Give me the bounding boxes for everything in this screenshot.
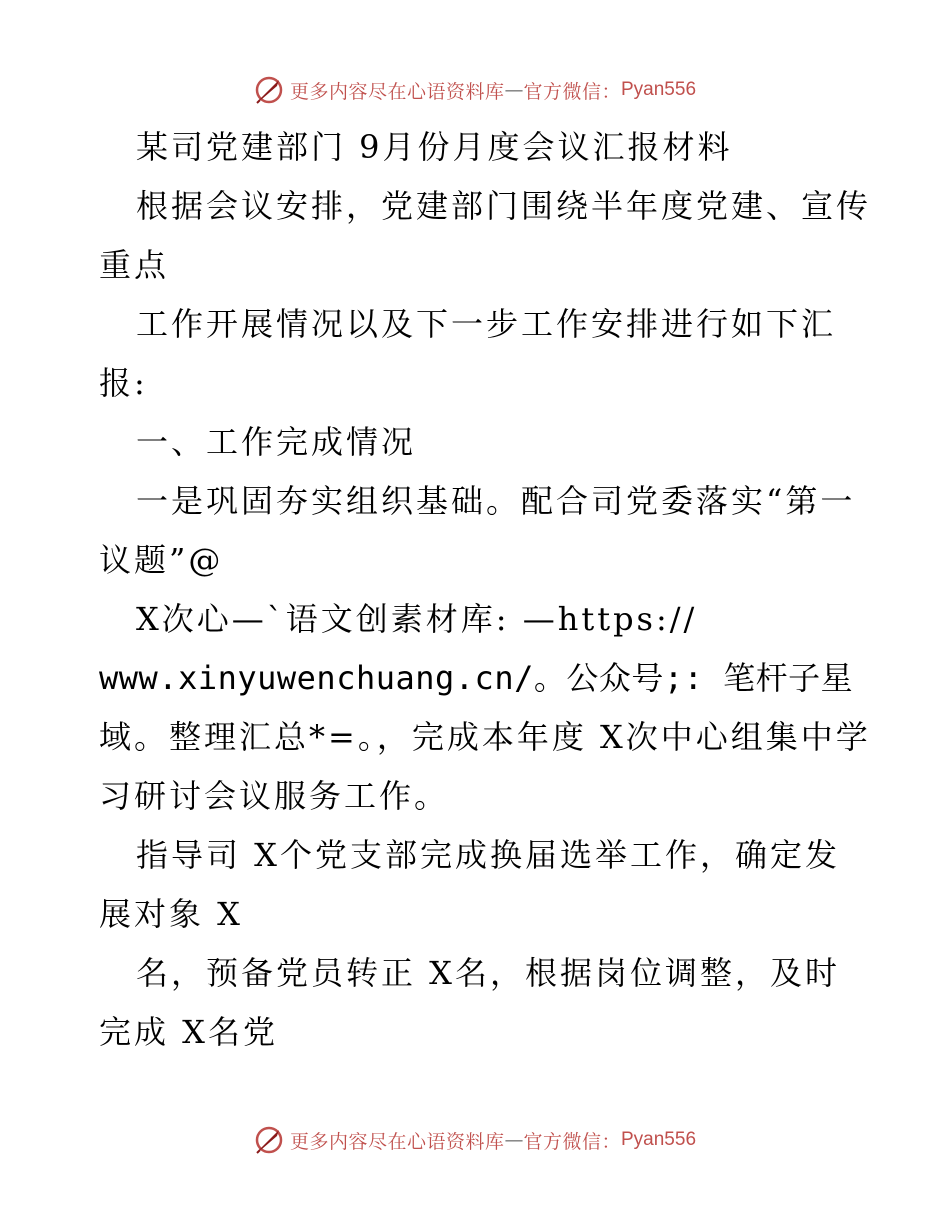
watermark-wechat-label: 官方微信：: [523, 1130, 621, 1153]
paragraph-line: X次心—ˋ语文创素材库: —https://: [136, 600, 698, 638]
document-body: [99, 118, 872, 1062]
watermark-header: [0, 70, 950, 110]
paragraph-line: 习研讨会议服务工作。: [99, 777, 450, 815]
watermark-separator: —: [504, 1129, 524, 1151]
document-title: 某司党建部门 9月份月度会议汇报材料: [136, 128, 733, 166]
quill-pen-logo-icon: [254, 1125, 284, 1155]
watermark-text: 更多内容尽在心语资料库: [289, 80, 505, 103]
paragraph-line: 议题”@: [99, 541, 224, 579]
paragraph-line: 根据会议安排，党建部门围绕半年度党建、宣传: [136, 187, 872, 225]
paragraph-line: 指导司 X个党支部完成换届选举工作，确定发: [136, 836, 840, 874]
watermark-wechat-id: Pyan556: [621, 1129, 697, 1150]
section-heading: 一、工作完成情况: [136, 423, 417, 461]
watermark-wechat-id: Pyan556: [621, 79, 697, 100]
paragraph-line: 域。整理汇总*=。，完成本年度 X次中心组集中学: [99, 718, 871, 756]
paragraph-line: 名，预备党员转正 X名，根据岗位调整，及时: [136, 954, 840, 992]
quill-pen-logo-icon: [254, 75, 284, 105]
watermark-text: 更多内容尽在心语资料库: [289, 1130, 505, 1153]
watermark-separator: —: [504, 79, 524, 101]
paragraph-line: 完成 X名党: [99, 1013, 278, 1051]
watermark-wechat-label: 官方微信：: [523, 80, 621, 103]
paragraph-line: 展对象 X: [99, 895, 243, 933]
watermark-footer: [0, 1120, 950, 1160]
paragraph-line: 报:: [99, 364, 148, 402]
paragraph-line: 工作开展情况以及下一步工作安排进行如下汇: [136, 305, 837, 343]
paragraph-line: 重点: [99, 246, 170, 284]
paragraph-line: 一是巩固夯实组织基础。配合司党委落实“第一: [136, 482, 856, 520]
paragraph-line-url: www.xinyuwenchuang.cn/。公众号;: 笔杆子星: [99, 659, 854, 697]
